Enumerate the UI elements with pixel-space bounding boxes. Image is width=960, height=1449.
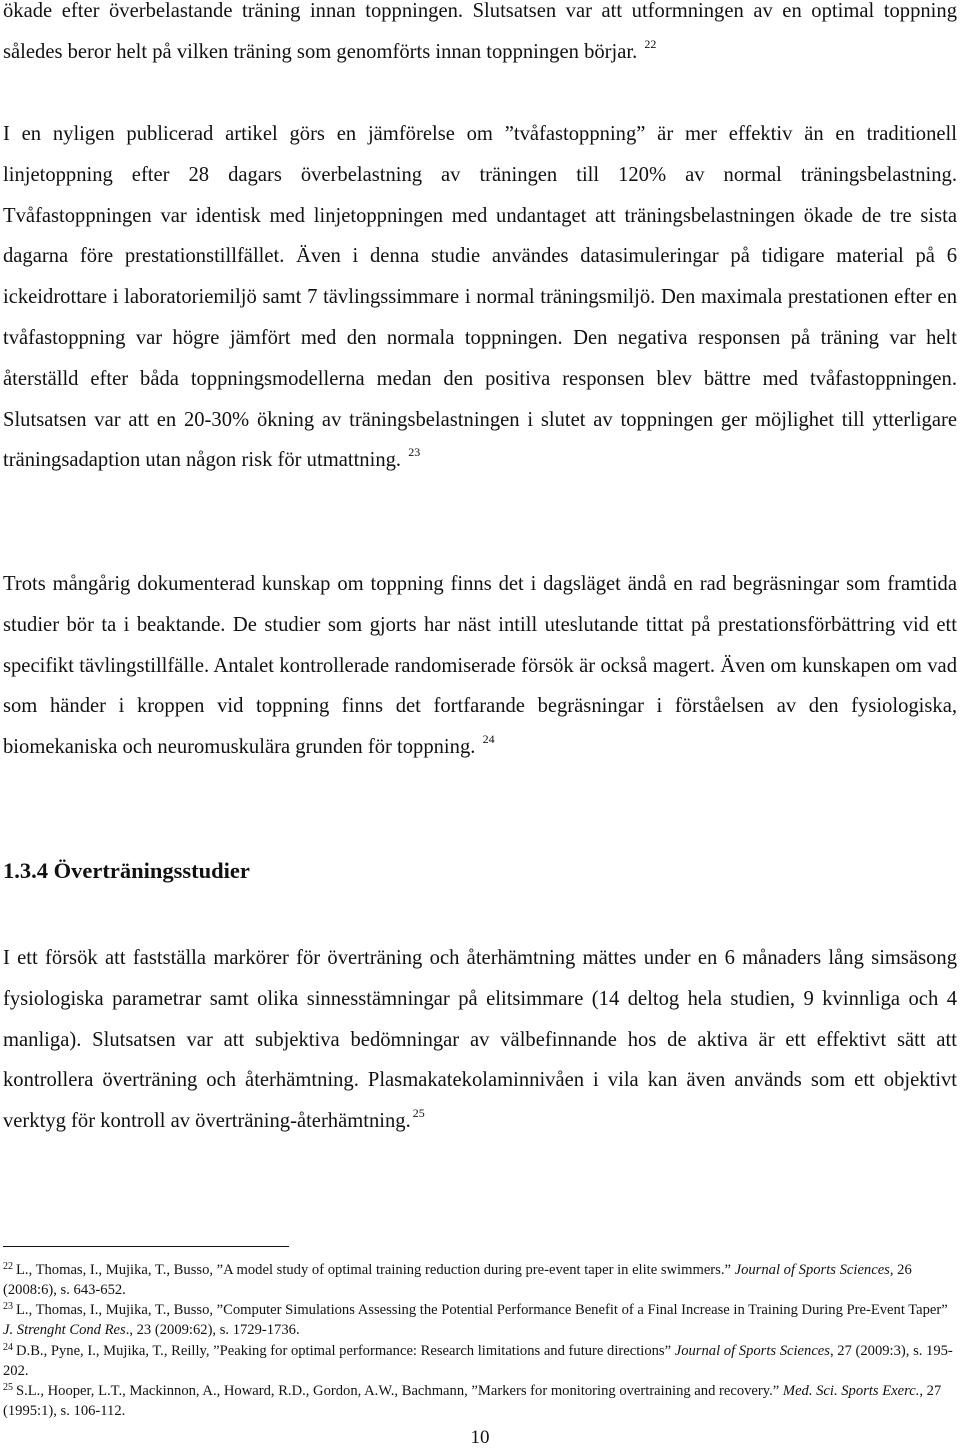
footnote-24 <box>3 1341 957 1382</box>
footnote-text: L., Thomas, I., Mujika, T., Busso, ”Computer Simulations Assessing the Potential Performance Benefit of a Final Increase in Training During Pre-Event Taper” <box>16 1302 948 1318</box>
paragraph-text: I ett försök att fastställa markörer för överträning och återhämtning mättes under en 6 månaders lång simsäsong fysiologiska parametrar samt olika sinnesstämningar på elitsimmare (14 deltog hela studien, 9 kvinnliga och 4 manliga). Slutsatsen var att subjektiva bedömningar av välbefinnande hos de aktiva är ett effektivt sätt att kontrollera överträning och återhämtning. Plasmakatekolaminnivåen i vila kan även används som ett objektivt verktyg för kontroll av överträning-återhämtning. <box>3 947 957 1133</box>
paragraph-text: ökade efter överbelastande träning innan toppningen. Slutsatsen var att utformningen av en optimal toppning således beror helt på vilken träning som genomförts innan toppningen börjar. <box>3 0 957 63</box>
footnote-22 <box>3 1260 957 1301</box>
paragraph-overtraining-study <box>3 938 957 1142</box>
footnote-citation: , 27 (1995:1), s. 106-112. <box>3 1383 942 1420</box>
section-heading: 1.3.4 Överträningsstudier <box>3 858 250 883</box>
footnote-ref-24[interactable]: 24 <box>482 732 495 747</box>
paragraph-text: Trots mångårig dokumenterad kunskap om toppning finns det i dagsläget ändå en rad begräsningar som framtida studier bör ta i beaktande. De studier som gjorts har näst intill uteslutande tittat på prestationsförbättring vid ett specifikt tävlingstillfälle. Antalet kontrollerade randomiserade försök är också magert. Även om kunskapen om vad som händer i kroppen vid toppning finns det fortfarande begräsningar i förståelsen av den fysiologiska, biomekaniska och neuromuskulära grunden för toppning. <box>3 573 957 759</box>
footnote-citation: , 26 (2008:6), s. 643-652. <box>3 1262 912 1299</box>
footnote-ref-22[interactable]: 22 <box>644 36 657 51</box>
footnote-number: 22 <box>3 1261 13 1272</box>
footnote-text: D.B., Pyne, I., Mujika, T., Reilly, ”Peaking for optimal performance: Research limitations and future directions” <box>16 1343 675 1359</box>
footnote-number: 24 <box>3 1342 13 1353</box>
footnote-ref-25[interactable]: 25 <box>412 1106 425 1121</box>
paragraph-limitations <box>3 564 957 768</box>
page-number: 10 <box>470 1427 490 1448</box>
paragraph-taper-conclusion <box>3 0 957 73</box>
footnote-journal: J. Strenght Cond Res <box>3 1322 126 1339</box>
footnote-number: 23 <box>3 1301 13 1312</box>
footnote-journal: Med. Sci. Sports Exerc. <box>782 1383 920 1399</box>
footnote-23 <box>3 1300 957 1341</box>
footnote-citation: , 27 (2009:3), s. 195-202. <box>3 1343 953 1380</box>
footnote-text: L., Thomas, I., Mujika, T., Busso, ”A model study of optimal training reduction during pre-event taper in elite swimmers.” <box>16 1262 735 1278</box>
footnote-25 <box>3 1381 957 1422</box>
footnote-citation: ., 23 (2009:62), s. 1729-1736. <box>125 1322 300 1339</box>
paragraph-text: I en nyligen publicerad artikel görs en jämförelse om ”tvåfastoppning” är mer effektiv än en traditionell linjetoppning efter 28 dagars överbelastning av träningen till 120% av normal träningsbelastning. Tvåfastoppningen var identisk med linjetoppningen med undantaget att träningsbelastningen ökade de tre sista dagarna före prestationstillfället. Även i denna studie användes datasimuleringar på tidigare material på 6 ickeidrottare i laboratoriemiljö samt 7 tävlingssimmare i normal träningsmiljö. Den maximala prestationen efter en tvåfastoppning var högre jämfört med den normala toppningen. Den negativa responsen på träning var helt återställd efter båda toppningsmodellerna medan den positiva responsen blev bättre med tvåfastoppningen. Slutsatsen var att en 20-30% ökning av träningsbelastningen i slutet av toppningen ger möjlighet till ytterligare träningsadaption utan någon risk för utmattning. <box>3 123 957 472</box>
footnote-journal: Journal of Sports Sciences <box>734 1262 890 1278</box>
footnote-divider <box>3 1246 289 1247</box>
footnote-number: 25 <box>3 1382 13 1393</box>
footnote-ref-23[interactable]: 23 <box>408 445 421 460</box>
footnote-journal: Journal of Sports Sciences <box>674 1343 830 1359</box>
footnote-text: S.L., Hooper, L.T., Mackinnon, A., Howard, R.D., Gordon, A.W., Bachmann, ”Markers for monitoring overtraining and recovery.” <box>16 1383 783 1399</box>
paragraph-two-phase-taper <box>3 114 957 481</box>
